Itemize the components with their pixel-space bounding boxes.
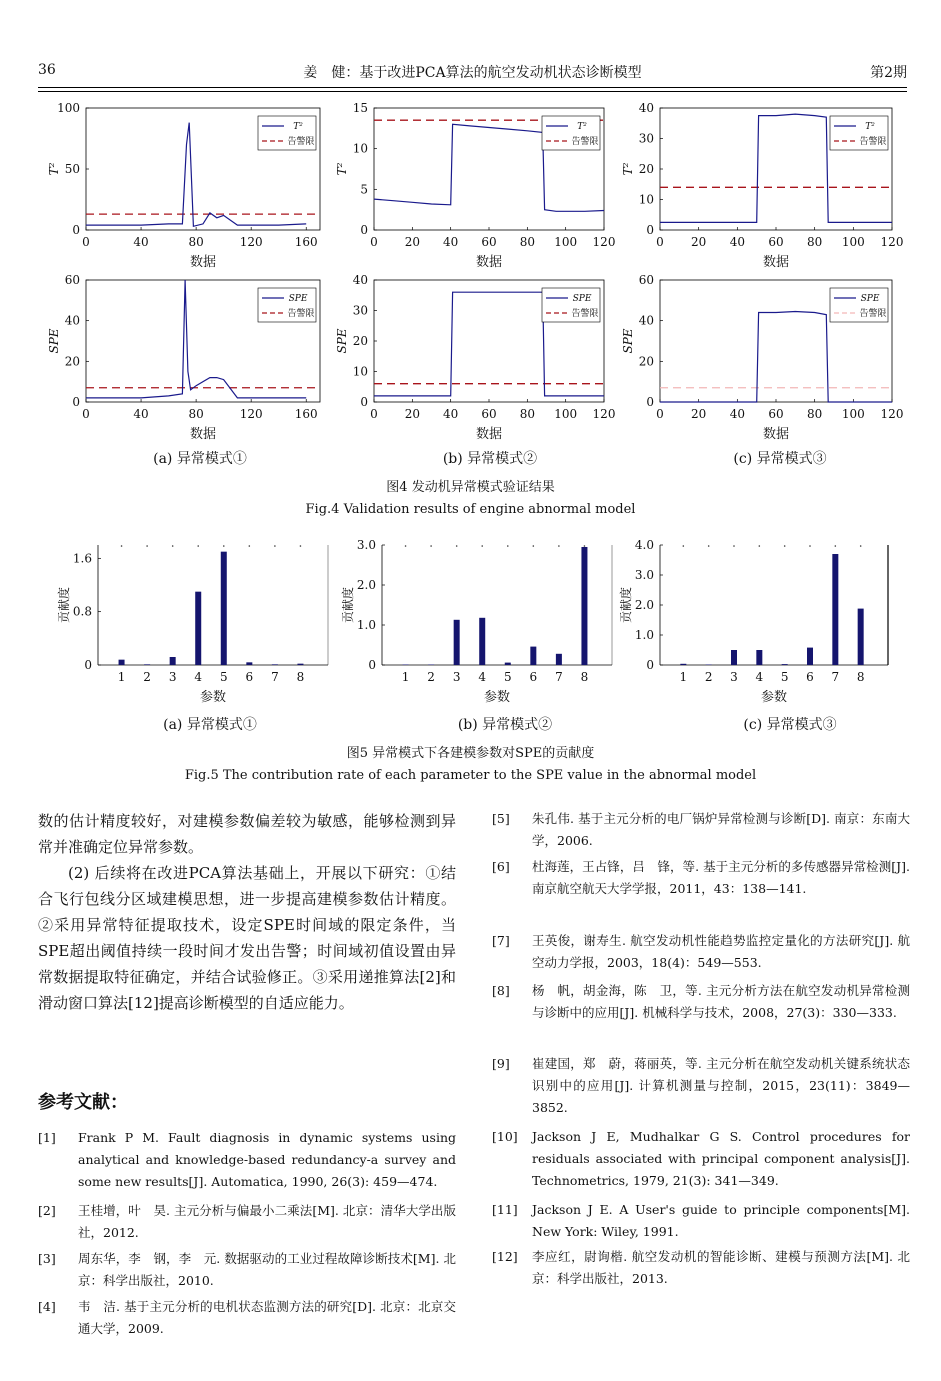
fig4-subcaption-b: (b) 异常模式② [442,451,538,467]
x-tick-label: 5 [780,670,789,684]
fig5-subcaption-b: (b) 异常模式② [457,717,553,733]
x-tick-label: 6 [529,670,538,684]
y-tick-label: 0.8 [72,604,92,619]
x-tick-label: 5 [503,670,512,684]
y-axis-label: SPE [335,328,349,354]
x-axis-label: 数据 [475,427,503,442]
contribution-bar [428,665,434,666]
x-tick-label: 4 [478,670,487,684]
y-tick-label: 20 [64,354,80,369]
top-tick-dot [274,545,276,547]
reference-text: 杜海莲，王占锋，吕 锋，等. 基于主元分析的多传感器异常检测[J]. 南京航空航天大学学报，2011，43：138—141. [532,859,910,896]
x-tick-label: 80 [188,235,204,249]
legend-series-label: T² [293,122,303,132]
x-tick-label: 7 [271,670,279,684]
x-tick-label: 8 [580,670,589,684]
top-tick-dot [683,545,685,547]
top-tick-dot [121,545,123,547]
left-column-text [38,808,456,1016]
reference-item [492,1053,910,1119]
y-tick-label: 20 [638,354,654,369]
top-tick-dot [558,545,560,547]
reference-number: [9] [492,1056,510,1071]
y-tick-label: 30 [638,131,654,146]
y-tick-label: 0 [360,223,368,237]
x-tick-label: 160 [294,235,318,249]
x-tick-label: 0 [370,235,378,249]
y-tick-label: 0 [646,658,654,672]
paragraph-conclusion-2: (2) 后续将在改进PCA算法基础上，开展以下研究：①结合飞行包线分区域建模思想，进一步提高建模参数估计精度。②采用异常特征提取技术，设定SPE时间域的限定条件，当SPE超出阈值持续一段时间才发出告警；时间域初值设置由异常数据提取特征确定，并结合试验修正。③采用递推算法[2]和滑动窗口算法[12]提高诊断模型的自适应能力。 [38,864,456,1012]
running-title: 姜 健：基于改进PCA算法的航空发动机状态诊断模型 [303,65,642,81]
contribution-bar [221,552,227,665]
reference-number: [6] [492,859,510,874]
x-tick-label: 4 [755,670,764,684]
x-tick-label: 7 [831,670,840,684]
y-tick-label: 0 [72,223,80,237]
reference-number: [5] [492,811,510,826]
x-axis-label: 参数 [760,690,788,705]
x-axis-label: 数据 [475,255,503,270]
reference-text: 李应红，尉询楷. 航空发动机的智能诊断、建模与预测方法[M]. 北京：科学出版社，2013. [532,1249,910,1286]
y-tick-label: 0 [646,395,654,409]
top-tick-dot [759,545,761,547]
x-tick-label: 120 [592,235,616,249]
fig4-subcaption-c: (c) 异常模式③ [733,451,827,467]
legend-series-label: T² [865,122,875,132]
paragraph-conclusion-1: 数的估计精度较好，对建模参数偏差较为敏感，能够检测到异常并准确定位异常参数。 [38,812,456,856]
x-tick-label: 80 [807,235,823,249]
x-tick-label: 100 [554,235,578,249]
reference-item [38,1127,456,1193]
reference-item [492,1199,910,1243]
x-tick-label: 6 [245,670,254,684]
y-tick-label: 0 [84,658,92,672]
x-tick-label: 0 [82,235,90,249]
top-tick-dot [584,545,586,547]
y-tick-label: 1.0 [356,618,376,632]
contribution-bar [479,618,485,665]
y-tick-label: 20 [638,162,654,176]
x-tick-label: 120 [880,235,904,249]
y-tick-label: 20 [352,334,368,348]
x-tick-label: 60 [481,407,497,421]
reference-text: 杨 帆，胡金海，陈 卫，等. 主元分析方法在航空发动机异常检测与诊断中的应用[J]. 机械科学与技术，2008，27(3)：330—333. [532,983,910,1020]
top-tick-dot [809,545,811,547]
contribution-bar [756,650,762,665]
y-tick-label: 3.0 [356,538,376,552]
top-tick-dot [708,545,710,547]
y-tick-label: 40 [638,101,654,115]
y-tick-label: 2.0 [634,598,654,612]
x-tick-label: 120 [239,235,263,249]
x-tick-label: 6 [806,670,814,684]
top-tick-dot [835,545,837,547]
y-axis-label: 贡献度 [619,586,633,624]
reference-item [492,980,910,1024]
contribution-bar [731,650,737,665]
x-tick-label: 60 [481,235,497,249]
x-tick-label: 60 [768,407,784,421]
reference-item [492,930,910,974]
y-tick-label: 10 [352,364,368,379]
legend-alarm-label: 告警限 [571,309,599,319]
x-tick-label: 120 [592,407,616,421]
x-tick-label: 40 [133,235,149,249]
fig5-subcaption-c: (c) 异常模式③ [743,717,837,733]
x-tick-label: 40 [443,407,459,421]
reference-text: 朱孔伟. 基于主元分析的电厂锅炉异常检测与诊断[D]. 南京：东南大学，2006. [532,811,910,848]
legend-series-label: SPE [572,294,592,304]
legend-series-label: T² [577,122,587,132]
y-tick-label: 60 [64,273,80,287]
y-axis-label: T² [621,162,635,176]
x-tick-label: 2 [427,670,435,684]
x-tick-label: 80 [807,407,823,421]
top-tick-dot [860,545,862,547]
contribution-bar [505,663,511,665]
issue-number: 第2期 [870,65,907,81]
page-number: 36 [38,62,56,78]
y-tick-label: 100 [57,101,80,115]
reference-item [38,1296,456,1340]
fig5-caption-en: Fig.5 The contribution rate of each parameter to the SPE value in the abnormal model [184,768,757,783]
contribution-bar [170,657,176,665]
x-axis-label: 参数 [199,690,227,705]
contribution-bar [297,664,303,665]
contribution-bar [832,554,838,665]
y-tick-label: 2.0 [356,578,376,592]
legend-series-label: SPE [860,294,880,304]
y-tick-label: 40 [64,313,80,328]
reference-number: [1] [38,1130,56,1145]
reference-text: 韦 洁. 基于主元分析的电机状态监测方法的研究[D]. 北京：北京交通大学，2009. [78,1299,456,1336]
y-tick-label: 40 [638,313,654,328]
reference-item [492,856,910,900]
y-axis-label: T² [335,162,349,176]
y-tick-label: 1.6 [72,551,92,566]
y-axis-label: 贡献度 [341,586,355,624]
top-tick-dot [507,545,509,547]
x-tick-label: 0 [82,407,90,421]
reference-number: [7] [492,933,510,948]
x-tick-label: 80 [188,407,204,421]
reference-text: Jackson J E. A User's guide to principle components[M]. New York: Wiley, 1991. [532,1202,910,1239]
contribution-bar [858,609,864,665]
top-tick-dot [197,545,199,547]
contribution-bar [782,664,788,665]
x-tick-label: 5 [219,670,228,684]
top-tick-dot [405,545,407,547]
reference-item [38,1200,456,1244]
x-tick-label: 3 [730,670,738,684]
x-axis-label: 数据 [189,255,217,270]
contribution-bar [556,654,562,665]
x-tick-label: 3 [168,670,177,684]
x-tick-label: 7 [555,670,563,684]
top-tick-dot [223,545,225,547]
reference-item [492,808,910,852]
x-tick-label: 100 [554,407,578,421]
y-tick-label: 10 [638,192,654,207]
reference-item [38,1248,456,1292]
fig5-subcaption-a: (a) 异常模式① [163,717,257,733]
x-tick-label: 120 [880,407,904,421]
reference-number: [4] [38,1299,56,1314]
contribution-bar [119,660,125,665]
y-tick-label: 40 [352,273,368,287]
y-tick-label: 10 [352,141,368,156]
contribution-bar [680,664,686,665]
y-tick-label: 0 [368,658,376,672]
reference-number: [8] [492,983,510,998]
top-tick-dot [533,545,535,547]
top-tick-dot [249,545,251,547]
y-axis-label: SPE [47,328,61,354]
x-axis-label: 数据 [762,255,790,270]
contribution-bar [454,620,460,665]
contribution-bar [272,664,278,665]
reference-number: [3] [38,1251,56,1266]
x-tick-label: 2 [143,670,151,684]
x-tick-label: 20 [691,235,707,249]
reference-number: [12] [492,1249,518,1264]
reference-text: 王桂增，叶 昊. 主元分析与偏最小二乘法[M]. 北京：清华大学出版社，2012. [78,1203,456,1240]
y-tick-label: 0 [646,223,654,237]
x-tick-label: 40 [729,407,745,421]
fig4-caption-en: Fig.4 Validation results of engine abnormal model [305,502,636,517]
reference-text: Frank P M. Fault diagnosis in dynamic systems using analytical and knowledge-based redundancy-a survey and some new results[J]. Automatica, 1990, 26(3): 459—474. [78,1130,456,1189]
contribution-bar [706,665,712,666]
x-tick-label: 80 [519,407,535,421]
x-tick-label: 20 [404,407,420,421]
reference-text: Jackson J E, Mudhalkar G S. Control procedures for residuals associated with principal component analysis[J]. Technometrics, 1979, 21(3): 341—349. [532,1129,910,1188]
x-tick-label: 2 [704,670,713,684]
x-axis-label: 数据 [189,427,217,442]
x-tick-label: 0 [656,235,664,249]
y-tick-label: 30 [352,303,368,318]
x-tick-label: 8 [856,670,865,684]
x-axis-label: 数据 [762,427,790,442]
y-axis-label: 贡献度 [57,586,71,624]
x-tick-label: 120 [239,407,263,421]
x-tick-label: 40 [443,235,459,249]
top-tick-dot [481,545,483,547]
top-tick-dot [456,545,458,547]
contribution-bar [530,647,536,665]
y-axis-label: T² [47,162,61,176]
contribution-bar [195,592,201,665]
legend-alarm-label: 告警限 [859,309,887,319]
x-tick-label: 20 [691,407,707,421]
x-tick-label: 60 [768,235,784,249]
references-heading: 参考文献： [38,1092,128,1113]
contribution-bar [246,662,252,665]
fig4-subcaption-a: (a) 异常模式① [153,451,247,467]
y-tick-label: 60 [638,273,654,287]
legend-series-label: SPE [288,294,308,304]
y-tick-label: 4.0 [634,538,654,552]
top-tick-dot [784,545,786,547]
x-tick-label: 0 [656,407,664,421]
legend-alarm-label: 告警限 [859,137,887,147]
x-tick-label: 8 [296,670,305,684]
y-tick-label: 3.0 [634,568,654,582]
x-tick-label: 20 [404,235,420,249]
contribution-bar [581,547,587,665]
x-tick-label: 160 [294,407,318,421]
fig4-caption-cn: 图4 发动机异常模式验证结果 [386,480,555,495]
legend-alarm-label: 告警限 [571,137,599,147]
x-tick-label: 1 [679,670,688,684]
reference-item [492,1246,910,1290]
reference-number: [11] [492,1202,518,1217]
x-tick-label: 80 [519,235,535,249]
data-series-line [660,312,892,403]
x-tick-label: 100 [841,407,865,421]
top-tick-dot [146,545,148,547]
fig5-caption-cn: 图5 异常模式下各建模参数对SPE的贡献度 [346,746,595,761]
contribution-bar [403,665,409,666]
contribution-bar [807,648,813,665]
y-tick-label: 0 [360,395,368,409]
x-tick-label: 40 [729,235,745,249]
reference-number: [10] [492,1129,518,1144]
y-tick-label: 1.0 [634,628,654,642]
reference-text: 周东华，李 钢，李 元. 数据驱动的工业过程故障诊断技术[M]. 北京：科学出版社，2010. [78,1251,456,1288]
contribution-bar [144,664,150,665]
y-axis-label: SPE [621,328,635,354]
x-tick-label: 4 [194,670,203,684]
y-tick-label: 0 [72,395,80,409]
x-tick-label: 40 [133,407,149,421]
top-tick-dot [172,545,174,547]
reference-item [492,1126,910,1192]
x-tick-label: 3 [452,670,461,684]
y-tick-label: 15 [352,101,368,115]
y-tick-label: 5 [360,182,368,197]
x-tick-label: 0 [370,407,378,421]
x-tick-label: 100 [841,235,865,249]
top-tick-dot [300,545,302,547]
reference-text: 崔建国，郑 蔚，蒋丽英，等. 主元分析在航空发动机关键系统状态识别中的应用[J]. 计算机测量与控制，2015，23(11)：3849—3852. [532,1056,910,1115]
x-axis-label: 参数 [483,690,511,705]
x-tick-label: 1 [117,670,126,684]
reference-text: 王英俊，谢寿生. 航空发动机性能趋势监控定量化的方法研究[J]. 航空动力学报，2003，18(4)：549—553. [532,933,910,970]
x-tick-label: 1 [401,670,410,684]
legend-alarm-label: 告警限 [287,309,315,319]
top-tick-dot [430,545,432,547]
reference-number: [2] [38,1203,56,1218]
top-tick-dot [733,545,735,547]
y-tick-label: 50 [64,162,80,176]
legend-alarm-label: 告警限 [287,137,315,147]
